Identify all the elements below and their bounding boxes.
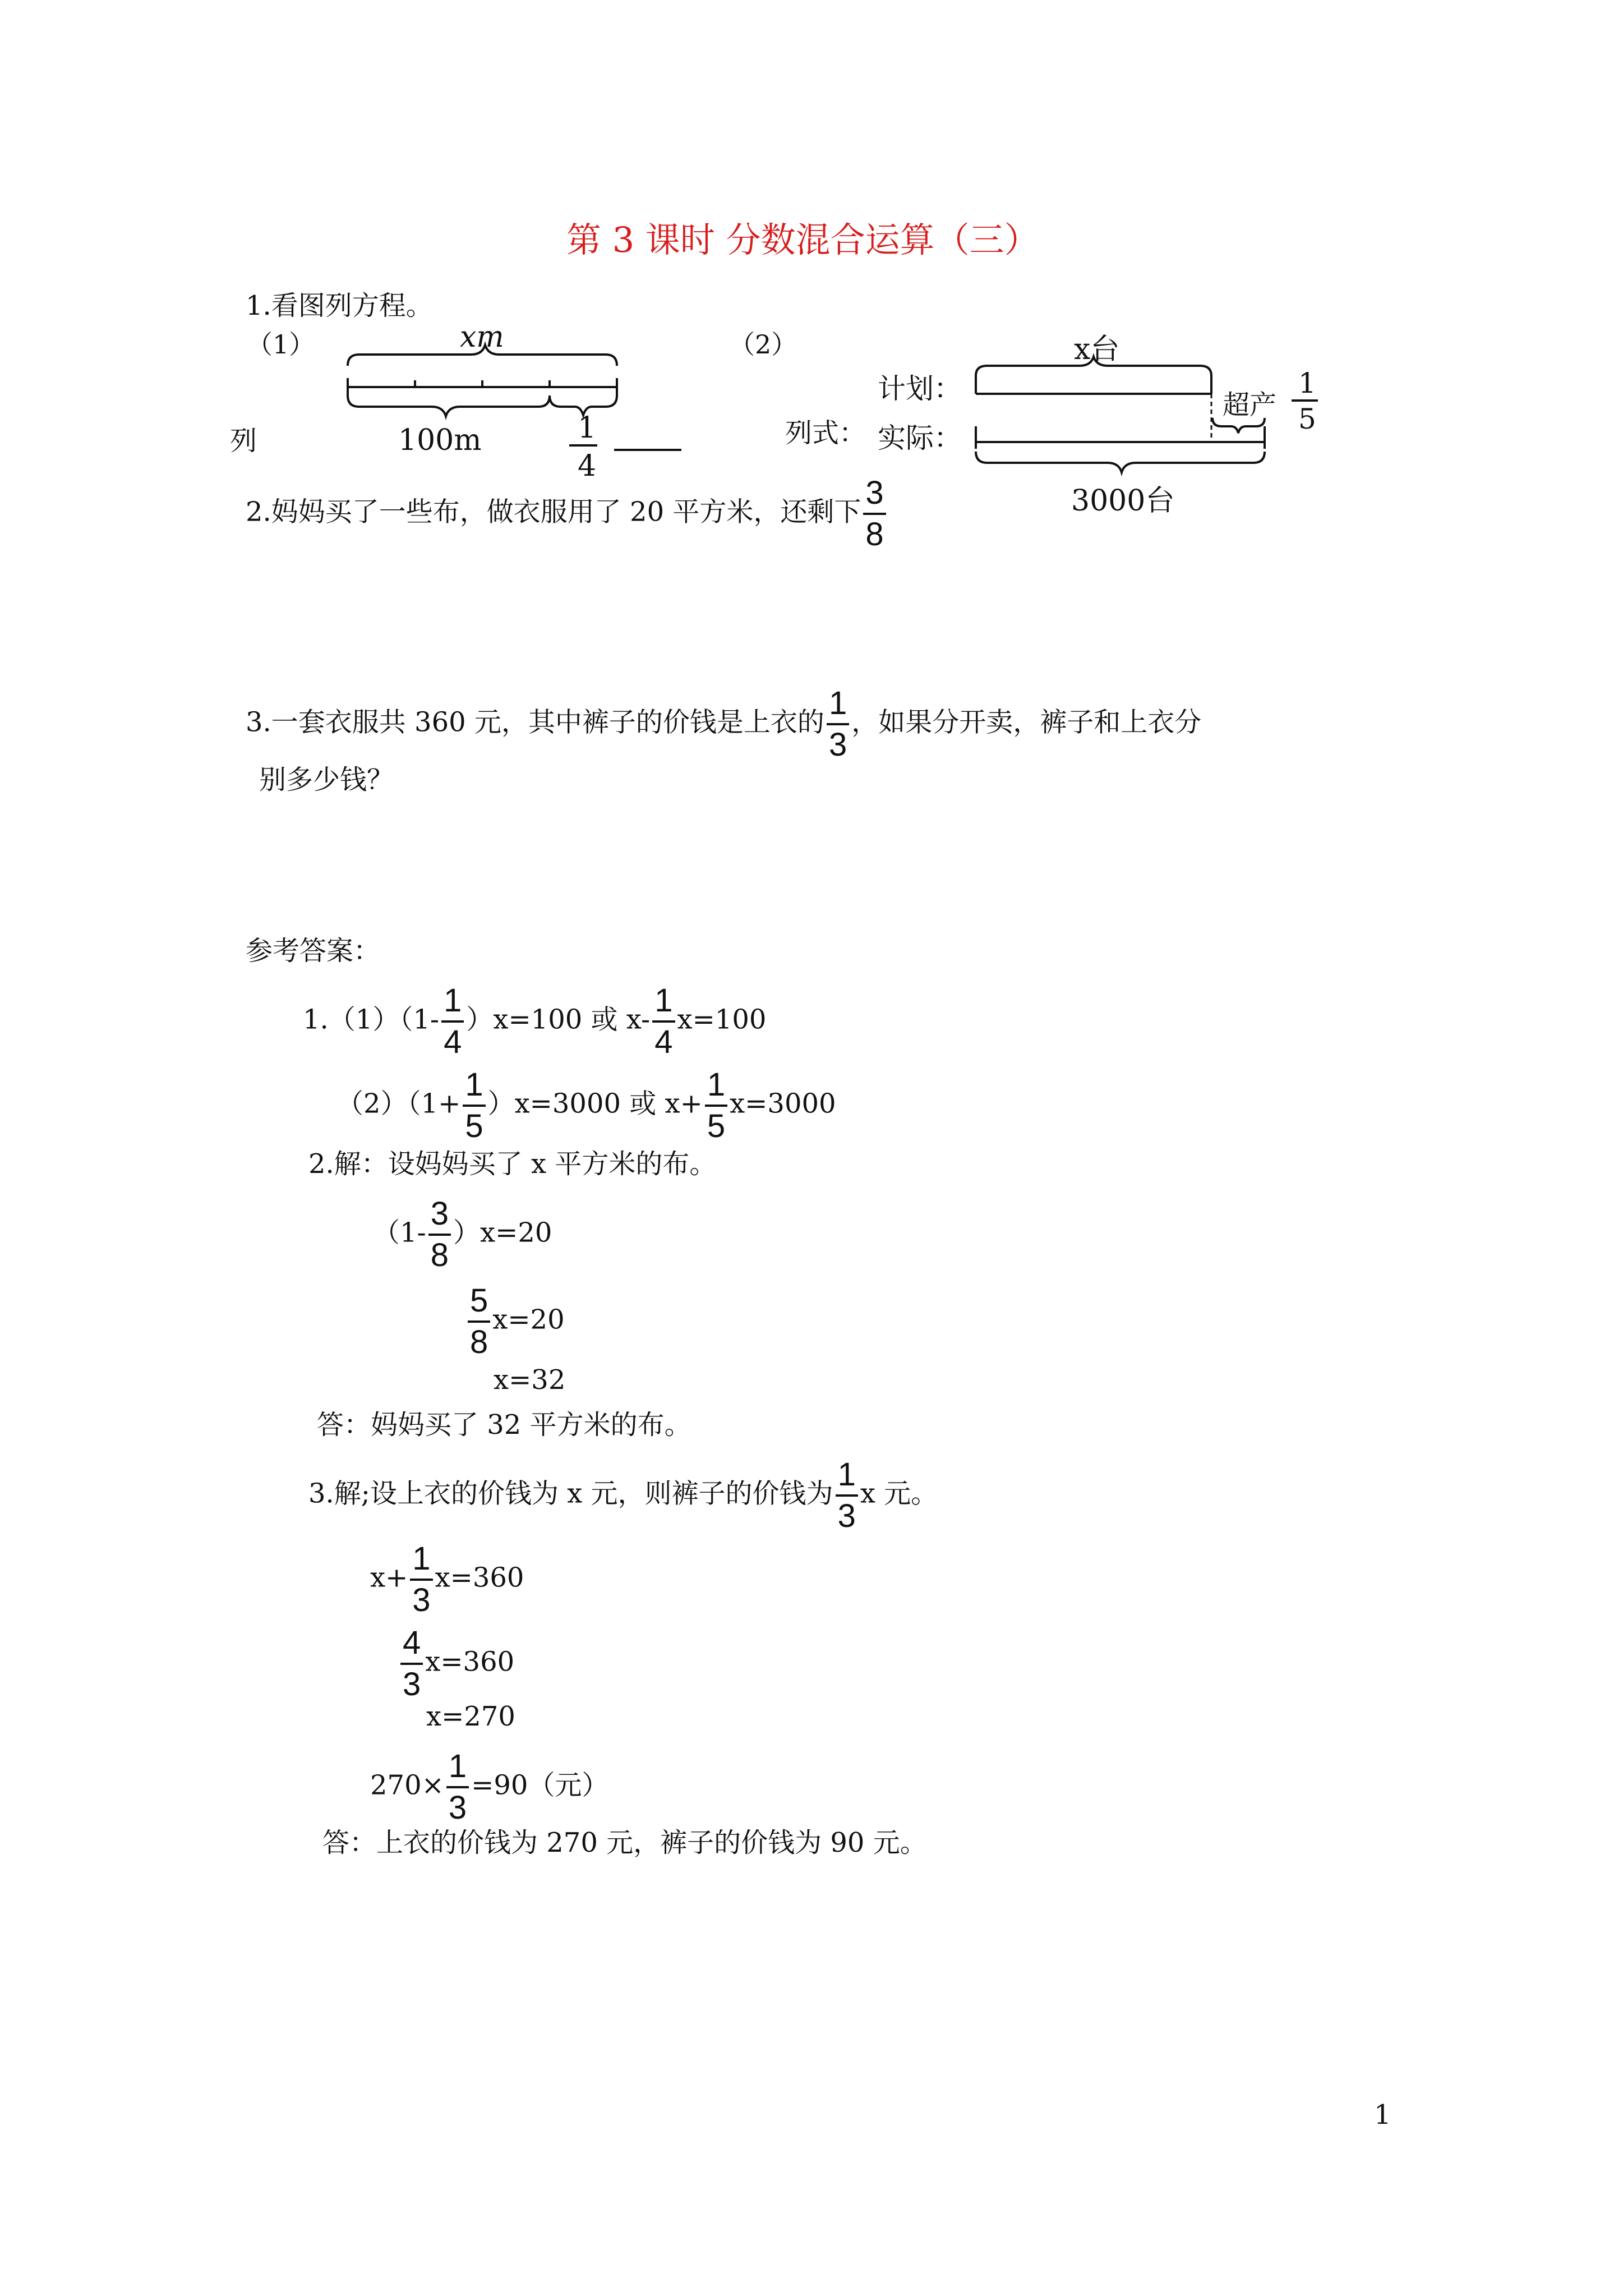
answer-2-head: 2.解：设妈妈买了 x 平方米的布。 — [308, 1148, 717, 1180]
q1-part2-actual: 实际： — [878, 422, 962, 454]
answer-3-conclusion: 答：上衣的价钱为 270 元，裤子的价钱为 90 元。 — [322, 1827, 927, 1858]
answer-3-step-3: x=270 — [426, 1701, 515, 1732]
answer-3-step-4: 270× $\frac{1}{3}$ =90（元） — [370, 1748, 609, 1826]
answer-2-step-2: $\frac{5}{8}$ x=20 — [465, 1285, 565, 1359]
q1-part2-list: 列式： — [785, 417, 866, 449]
page-number: 1 — [1374, 2099, 1391, 2131]
q1-part1-label: （1） — [247, 329, 315, 360]
answer-3-step-1: x+ $\frac{1}{3}$ x=360 — [370, 1540, 524, 1618]
answer-1-1: 1.（1）（1- $\frac{1}{4}$ ）x=100 或 x- $\frac{1}{4}$ x=100 — [303, 982, 767, 1060]
answer-2-step-1: （1- $\frac{3}{8}$ ）x=20 — [373, 1195, 552, 1273]
q1-part1-bottom-label: 100m — [398, 424, 482, 457]
answers-heading: 参考答案： — [246, 935, 381, 967]
q1-part2-label: （2） — [729, 329, 797, 360]
q3-fraction: $\frac{1}{3}$ — [827, 687, 849, 761]
q1-part2-frac-den: 5 — [1298, 403, 1316, 435]
answer-2-step-3: x=32 — [494, 1364, 566, 1396]
q3-text — [246, 687, 1201, 761]
q3-text-c: 别多少钱？ — [259, 764, 394, 795]
bottom-brace-left — [348, 395, 550, 416]
q3-text-b: ，如果分开卖，裤子和上衣分 — [851, 706, 1202, 738]
q2-text — [246, 477, 888, 551]
answer-3-step-2: $\frac{4}{3}$ x=360 — [398, 1627, 514, 1701]
answer-1-2: （2）（1+ $\frac{1}{5}$ ）x=3000 或 x+ $\frac{1}{5}$ x=3000 — [336, 1066, 836, 1144]
page-title: 第 3 课时 分数混合运算（三） — [566, 219, 1039, 260]
q1-part1-frac-num: 1 — [578, 411, 597, 445]
q1-part1-list-glyph: 列 — [230, 425, 257, 457]
q1-part2-plan: 计划： — [878, 372, 962, 405]
q1-part2-bottom-label: 3000台 — [1071, 484, 1175, 518]
q1-prompt: 1.看图列方程。 — [246, 290, 433, 321]
q2-fraction: $\frac{3}{8}$ — [863, 477, 886, 551]
q1-part2-frac-num: 1 — [1298, 367, 1316, 399]
answer-3-head: 3.解;设上衣的价钱为 x 元，则裤子的价钱为 $\frac{1}{3}$ x 元。 — [308, 1456, 938, 1534]
q1-part2-top-label: x台 — [1074, 333, 1120, 366]
q2-text-main: 2.妈妈买了一些布，做衣服用了 20 平方米，还剩下 — [246, 496, 861, 528]
q3-text-a: 3.一套衣服共 360 元，其中裤子的价钱是上衣的 — [246, 706, 824, 738]
answer-2-conclusion: 答：妈妈买了 32 平方米的布。 — [317, 1409, 691, 1441]
actual-brace — [976, 452, 1265, 472]
plan-brace — [976, 357, 1211, 376]
q1-part1-top-label: xm — [460, 320, 504, 354]
q1-part1-frac-den: 4 — [578, 449, 597, 483]
q1-part2-over: 超产 — [1223, 389, 1277, 421]
